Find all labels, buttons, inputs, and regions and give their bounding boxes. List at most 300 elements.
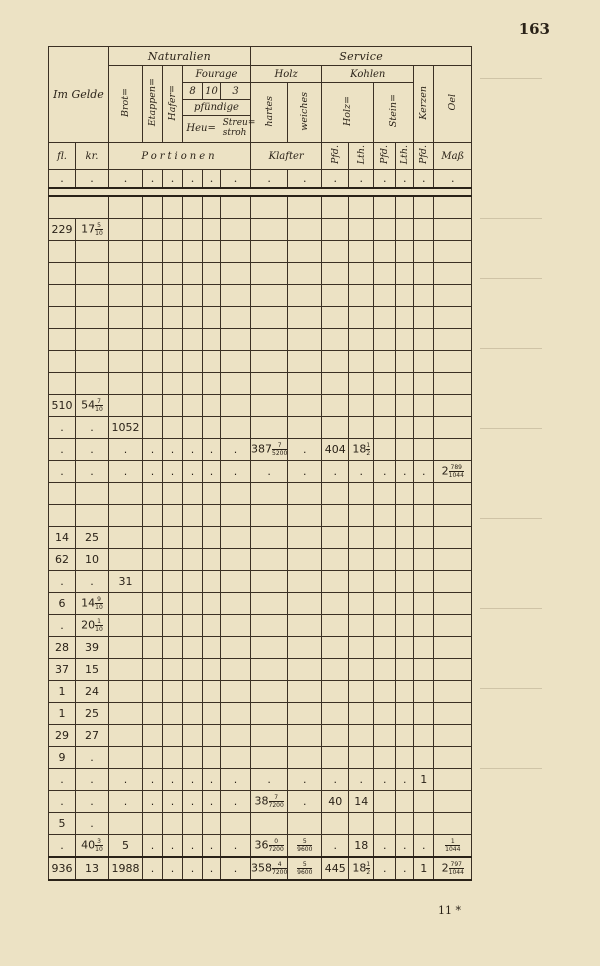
cell-hafer: .: [163, 439, 183, 461]
cell-c8: [183, 681, 203, 703]
cell-holz: .: [322, 769, 349, 791]
cell-holz: 404: [322, 439, 349, 461]
cell-hartes: [251, 637, 288, 659]
cell-c10: [203, 615, 221, 637]
header-kohlen: Kohlen: [322, 66, 414, 83]
cell-kr: .: [76, 769, 109, 791]
table-row: [49, 571, 472, 593]
cell-hartes: [251, 681, 288, 703]
cell-c8: [183, 615, 203, 637]
table-row: [49, 835, 472, 858]
cell-lth2: [396, 747, 414, 769]
page-number: 163: [518, 20, 550, 38]
cell-lth2: [396, 615, 414, 637]
cell-kr: 15: [76, 659, 109, 681]
cell-etappen: [143, 593, 163, 615]
table-row: [49, 791, 472, 813]
cell-c8: [183, 571, 203, 593]
cell-c3: [221, 571, 251, 593]
cell-kerzen: [414, 615, 434, 637]
cell-lth1: 18: [349, 835, 374, 858]
header-hafer: Hafer=: [163, 66, 183, 143]
total-row: [49, 857, 472, 880]
cell-holz: [322, 637, 349, 659]
cell-stein: .: [374, 835, 396, 858]
cell-c10: [203, 527, 221, 549]
dot-hartes: .: [251, 170, 288, 189]
cell-hafer: [163, 725, 183, 747]
cell-brot: [109, 725, 143, 747]
cell-etappen: .: [143, 439, 163, 461]
cell-etappen: .: [143, 769, 163, 791]
cell-lth1: [349, 637, 374, 659]
footer-signature: 11 *: [438, 904, 461, 917]
cell-c10: [203, 549, 221, 571]
cell-stein: [374, 549, 396, 571]
table-row: [49, 703, 472, 725]
cell-lth1: [349, 417, 374, 439]
cell-kr: 40 $\frac{3}{10}$: [76, 835, 109, 858]
cell-holz: [322, 747, 349, 769]
cell-weiches: [288, 813, 322, 835]
cell-etappen: [143, 725, 163, 747]
cell-lth2: [396, 439, 414, 461]
cell-kerzen: [414, 813, 434, 835]
cell-c10: .: [203, 461, 221, 483]
cell-brot: 1988: [109, 857, 143, 880]
cell-holz: [322, 593, 349, 615]
cell-stein: .: [374, 461, 396, 483]
cell-hartes: .: [251, 769, 288, 791]
cell-kr: .: [76, 439, 109, 461]
cell-lth2: [396, 681, 414, 703]
cell-stein: [374, 417, 396, 439]
table-row: [49, 395, 472, 417]
unit-mass: Maß: [434, 143, 472, 170]
cell-brot: 1052: [109, 417, 143, 439]
cell-weiches: [288, 747, 322, 769]
table-row: [49, 219, 472, 241]
cell-c3: .: [221, 461, 251, 483]
cell-kr: .: [76, 571, 109, 593]
cell-stein: [374, 637, 396, 659]
cell-etappen: [143, 219, 163, 241]
cell-hartes: 387 $\frac{7}{5200}$: [251, 439, 288, 461]
header-holz: Holz: [251, 66, 322, 83]
cell-oel: [434, 439, 472, 461]
cell-etappen: [143, 659, 163, 681]
cell-brot: [109, 681, 143, 703]
dot-fl: .: [49, 170, 76, 189]
cell-holz: [322, 703, 349, 725]
unit-pfd-2: Pfd.: [374, 143, 396, 170]
unit-kr: kr.: [76, 143, 109, 170]
cell-oel: [434, 593, 472, 615]
cell-weiches: .: [288, 769, 322, 791]
cell-fl: 6: [49, 593, 76, 615]
cell-hafer: [163, 813, 183, 835]
cell-lth2: [396, 659, 414, 681]
header-naturalien: Naturalien: [109, 47, 251, 66]
cell-stein: [374, 219, 396, 241]
cell-oel: [434, 703, 472, 725]
cell-oel: $\frac{1}{1044}$: [434, 835, 472, 858]
cell-brot: [109, 527, 143, 549]
cell-fl: 62: [49, 549, 76, 571]
cell-hartes: [251, 219, 288, 241]
cell-stein: [374, 791, 396, 813]
cell-c3: .: [221, 857, 251, 880]
cell-lth1: 18 $\frac{1}{2}$: [349, 857, 374, 880]
cell-lth2: [396, 637, 414, 659]
cell-stein: [374, 725, 396, 747]
cell-lth2: [396, 791, 414, 813]
unit-lth-1: Lth.: [349, 143, 374, 170]
cell-fl: .: [49, 791, 76, 813]
cell-weiches: [288, 549, 322, 571]
dot-lth2: .: [396, 170, 414, 189]
cell-hafer: [163, 615, 183, 637]
cell-lth1: [349, 593, 374, 615]
cell-kerzen: [414, 571, 434, 593]
cell-kerzen: [414, 659, 434, 681]
cell-c8: .: [183, 461, 203, 483]
table-row: [49, 549, 472, 571]
header-oel: Oel: [434, 66, 472, 143]
cell-c10: [203, 395, 221, 417]
cell-hafer: [163, 571, 183, 593]
cell-c8: [183, 813, 203, 835]
cell-etappen: [143, 681, 163, 703]
cell-c10: [203, 593, 221, 615]
cell-c8: [183, 747, 203, 769]
cell-etappen: [143, 813, 163, 835]
cell-oel: [434, 637, 472, 659]
cell-kerzen: [414, 549, 434, 571]
table-row: [49, 681, 472, 703]
cell-stein: [374, 439, 396, 461]
dot-hafer: .: [163, 170, 183, 189]
dot-etappen: .: [143, 170, 163, 189]
cell-fl: 14: [49, 527, 76, 549]
cell-lth2: [396, 571, 414, 593]
cell-etappen: .: [143, 835, 163, 858]
cell-oel: [434, 571, 472, 593]
header-brot: Brot=: [109, 66, 143, 143]
cell-weiches: [288, 659, 322, 681]
cell-holz: .: [322, 461, 349, 483]
cell-c10: [203, 219, 221, 241]
cell-kr: .: [76, 461, 109, 483]
cell-etappen: .: [143, 461, 163, 483]
cell-c8: [183, 703, 203, 725]
dot-kerzen: .: [414, 170, 434, 189]
cell-lth2: .: [396, 461, 414, 483]
cell-fl: 1: [49, 703, 76, 725]
table-row: [49, 813, 472, 835]
cell-hafer: [163, 549, 183, 571]
cell-lth2: .: [396, 769, 414, 791]
cell-lth1: [349, 527, 374, 549]
cell-weiches: [288, 417, 322, 439]
cell-oel: [434, 527, 472, 549]
header-streustroh: Streu= stroh: [222, 118, 256, 138]
cell-fl: 510: [49, 395, 76, 417]
cell-etappen: [143, 571, 163, 593]
cell-kr: 20 $\frac{1}{10}$: [76, 615, 109, 637]
cell-lth1: [349, 395, 374, 417]
cell-kr: 39: [76, 637, 109, 659]
cell-hartes: .: [251, 461, 288, 483]
cell-holz: [322, 813, 349, 835]
cell-weiches: [288, 395, 322, 417]
cell-kerzen: [414, 395, 434, 417]
cell-stein: [374, 747, 396, 769]
cell-kerzen: 1: [414, 857, 434, 880]
cell-holz: [322, 549, 349, 571]
cell-weiches: [288, 593, 322, 615]
cell-oel: 2 $\frac{789}{1044}$: [434, 461, 472, 483]
cell-kerzen: .: [414, 835, 434, 858]
table-row: [49, 593, 472, 615]
cell-c10: [203, 813, 221, 835]
cell-oel: [434, 725, 472, 747]
cell-lth1: [349, 571, 374, 593]
cell-stein: [374, 703, 396, 725]
cell-fl: 9: [49, 747, 76, 769]
cell-oel: [434, 549, 472, 571]
cell-weiches: [288, 571, 322, 593]
cell-etappen: [143, 549, 163, 571]
cell-lth1: .: [349, 461, 374, 483]
cell-lth2: [396, 725, 414, 747]
cell-hartes: [251, 725, 288, 747]
table-row: [49, 769, 472, 791]
cell-kerzen: [414, 791, 434, 813]
cell-holz: [322, 527, 349, 549]
cell-lth2: [396, 417, 414, 439]
cell-c10: [203, 725, 221, 747]
cell-hafer: .: [163, 835, 183, 858]
cell-lth2: [396, 219, 414, 241]
header-weight-8: 8: [183, 83, 203, 100]
cell-etappen: [143, 417, 163, 439]
cell-hartes: [251, 593, 288, 615]
cell-hartes: 38 $\frac{7}{7200}$: [251, 791, 288, 813]
cell-brot: 5: [109, 835, 143, 858]
cell-lth1: [349, 615, 374, 637]
cell-stein: [374, 593, 396, 615]
cell-fl: 229: [49, 219, 76, 241]
cell-c10: [203, 747, 221, 769]
cell-fl: .: [49, 461, 76, 483]
cell-c8: [183, 593, 203, 615]
bleed-through-lines: [480, 48, 542, 904]
cell-c3: [221, 637, 251, 659]
cell-lth1: 18 $\frac{1}{2}$: [349, 439, 374, 461]
cell-c8: .: [183, 769, 203, 791]
cell-holz: [322, 659, 349, 681]
cell-c3: [221, 615, 251, 637]
cell-kerzen: [414, 219, 434, 241]
cell-kerzen: [414, 527, 434, 549]
header-hartes: hartes: [251, 83, 288, 143]
cell-holz: [322, 615, 349, 637]
header-holz-sub: Holz=: [322, 83, 374, 143]
cell-fl: .: [49, 769, 76, 791]
cell-lth2: .: [396, 857, 414, 880]
cell-c10: .: [203, 791, 221, 813]
cell-weiches: [288, 725, 322, 747]
cell-stein: .: [374, 857, 396, 880]
dot-stein: .: [374, 170, 396, 189]
cell-lth2: .: [396, 835, 414, 858]
cell-holz: [322, 571, 349, 593]
cell-lth1: [349, 813, 374, 835]
cell-oel: [434, 791, 472, 813]
cell-fl: .: [49, 571, 76, 593]
cell-c3: [221, 747, 251, 769]
cell-hartes: [251, 659, 288, 681]
cell-etappen: [143, 703, 163, 725]
cell-weiches: $\frac{5}{9600}$: [288, 835, 322, 858]
unit-portionen: Portionen: [109, 143, 251, 170]
cell-c3: [221, 725, 251, 747]
cell-c3: .: [221, 835, 251, 858]
cell-kerzen: [414, 703, 434, 725]
cell-weiches: [288, 615, 322, 637]
cell-hafer: [163, 219, 183, 241]
table-row: [49, 615, 472, 637]
cell-c8: [183, 725, 203, 747]
cell-kerzen: .: [414, 461, 434, 483]
cell-holz: [322, 681, 349, 703]
cell-oel: [434, 747, 472, 769]
cell-weiches: .: [288, 791, 322, 813]
dot-c3: .: [221, 170, 251, 189]
cell-brot: [109, 703, 143, 725]
cell-brot: [109, 615, 143, 637]
cell-etappen: [143, 527, 163, 549]
cell-brot: [109, 219, 143, 241]
dot-lth1: .: [349, 170, 374, 189]
header-etappen: Etappen=: [143, 66, 163, 143]
cell-hafer: .: [163, 769, 183, 791]
cell-c8: [183, 637, 203, 659]
cell-hartes: [251, 615, 288, 637]
cell-holz: 445: [322, 857, 349, 880]
cell-brot: [109, 659, 143, 681]
header-weight-10: 10: [203, 83, 221, 100]
cell-c3: [221, 659, 251, 681]
cell-weiches: [288, 219, 322, 241]
cell-lth2: [396, 527, 414, 549]
cell-c8: [183, 395, 203, 417]
cell-c10: [203, 681, 221, 703]
dot-weiches: .: [288, 170, 322, 189]
cell-hafer: [163, 747, 183, 769]
cell-brot: [109, 813, 143, 835]
cell-c3: .: [221, 439, 251, 461]
cell-lth2: [396, 703, 414, 725]
cell-hafer: [163, 681, 183, 703]
cell-kr: 54 $\frac{7}{10}$: [76, 395, 109, 417]
cell-fl: 5: [49, 813, 76, 835]
header-heu: Heu=: [186, 122, 216, 134]
cell-c10: [203, 637, 221, 659]
cell-kr: .: [76, 813, 109, 835]
cell-lth2: [396, 549, 414, 571]
cell-hafer: .: [163, 791, 183, 813]
cell-hartes: 358 $\frac{4}{7200}$: [251, 857, 288, 880]
cell-etappen: [143, 747, 163, 769]
cell-weiches: [288, 637, 322, 659]
cell-kr: 25: [76, 703, 109, 725]
cell-c8: .: [183, 835, 203, 858]
cell-stein: [374, 615, 396, 637]
cell-brot: .: [109, 461, 143, 483]
cell-c10: [203, 417, 221, 439]
cell-hartes: [251, 527, 288, 549]
cell-kr: .: [76, 417, 109, 439]
unit-pfd-1: Pfd.: [322, 143, 349, 170]
cell-c10: [203, 703, 221, 725]
cell-stein: .: [374, 769, 396, 791]
cell-oel: [434, 615, 472, 637]
cell-stein: [374, 681, 396, 703]
table-row: [49, 527, 472, 549]
cell-lth1: [349, 549, 374, 571]
cell-lth2: [396, 813, 414, 835]
dot-c10: .: [203, 170, 221, 189]
cell-c8: .: [183, 857, 203, 880]
unit-fl: fl.: [49, 143, 76, 170]
cell-holz: [322, 395, 349, 417]
table-row: [49, 417, 472, 439]
header-im-gelde: Im Gelde: [49, 47, 109, 143]
cell-kr: 14 $\frac{9}{10}$: [76, 593, 109, 615]
header-service: Service: [251, 47, 472, 66]
cell-weiches: $\frac{5}{9600}$: [288, 857, 322, 880]
cell-hartes: [251, 747, 288, 769]
cell-hartes: [251, 703, 288, 725]
cell-weiches: .: [288, 439, 322, 461]
cell-kerzen: [414, 439, 434, 461]
cell-c3: [221, 219, 251, 241]
cell-kerzen: [414, 637, 434, 659]
cell-oel: [434, 219, 472, 241]
cell-fl: .: [49, 615, 76, 637]
cell-brot: [109, 395, 143, 417]
cell-kr: 10: [76, 549, 109, 571]
cell-etappen: .: [143, 857, 163, 880]
cell-brot: [109, 593, 143, 615]
cell-c3: [221, 593, 251, 615]
dot-c8: .: [183, 170, 203, 189]
header-kerzen: Kerzen: [414, 66, 434, 143]
cell-kr: 24: [76, 681, 109, 703]
cell-hartes: [251, 417, 288, 439]
cell-kerzen: [414, 417, 434, 439]
header-weiches: weiches: [288, 83, 322, 143]
cell-hafer: [163, 593, 183, 615]
cell-kr: .: [76, 791, 109, 813]
table-row: [49, 747, 472, 769]
cell-kerzen: [414, 747, 434, 769]
cell-lth1: [349, 219, 374, 241]
cell-lth1: .: [349, 769, 374, 791]
cell-c8: .: [183, 439, 203, 461]
